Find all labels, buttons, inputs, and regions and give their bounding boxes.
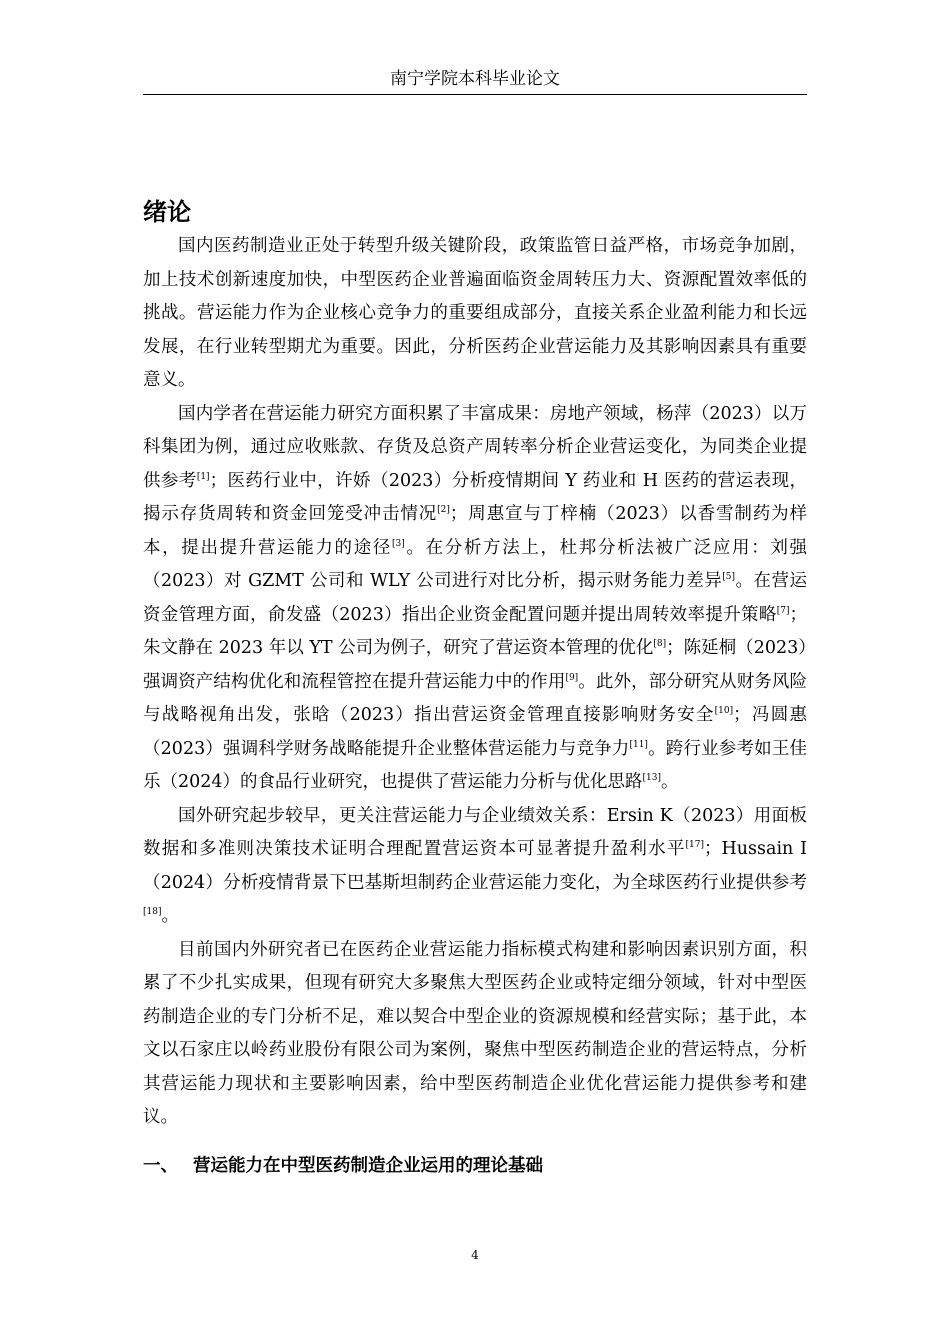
citation-ref: [18] [143,907,162,917]
citation-ref: [1] [196,471,210,482]
paragraph-3 [143,800,807,934]
text-segment: ；陈延桐（2023）强调资产结构优化和流程管控在提升营运能力中的作用 [143,638,807,692]
citation-ref: [8] [653,639,667,649]
text-segment: 。 [661,772,679,792]
text-segment: ；医药行业中，许娇（2023）分析疫情期间 Y 药业和 H 医药的营运表现，揭示存货周转和资金回笼受冲击情况 [143,470,808,524]
text-segment: ；周惠宣与丁梓楠（2023）以香雪制药为样本，提出提升营运能力的途径 [143,504,808,558]
paragraph-1 [143,230,807,398]
citation-ref: [3] [392,538,405,549]
header-rule [143,94,807,95]
text-segment: 目前国内外研究者已在医药企业营运能力指标模式构建和影响因素识别方面，积累了不少扎实成果，但现有研究大多聚焦大型医药企业或特定细分领域，针对中型医药制造企业的专门分析不足，难以契合中型企业的资源规模和经营实际；基于此，本文以石家庄以岭药业股份有限公司为案例，聚焦中型医药制造企业的营运特点，分析其营运能力现状和主要影响因素，给中型医药制造企业优化营运能力提供参考和建议。 [143,939,807,1127]
text-segment: 。 [161,906,179,926]
citation-ref: [7] [776,605,790,616]
paragraph-2 [143,398,807,800]
text-segment: 国内医药制造业正处于转型升级关键阶段，政策监管日益严格，市场竞争加剧，加上技术创新速度加快，中型医药企业普遍面临资金周转压力大、资源配置效率低的挑战。营运能力作为企业核心竞争力的重要组成部分，直接关系企业盈利能力和长远发展，在行业转型期尤为重要。因此，分析医药企业营运能力及其影响因素具有重要意义。 [143,236,807,390]
text-segment: 国内学者在营运能力研究方面积累了丰富成果：房地产领域，杨萍（2023）以万科集团为例，通过应收账款、存货及总资产周转率分析企业营运变化，为同类企业提供参考 [143,403,807,491]
citation-ref: [10] [714,706,734,716]
page-number: 4 [471,1248,479,1262]
body-text [143,230,807,1135]
citation-ref: [17] [685,840,705,850]
text-segment: ；Hussain I（2024）分析疫情背景下巴基斯坦制药企业营运能力变化，为全球医药行业提供参考 [143,839,807,893]
running-header: 南宁学院本科毕业论文 [390,69,560,89]
chapter-number: 一、 [143,1156,178,1176]
chapter-title: 营运能力在中型医药制造企业运用的理论基础 [193,1156,543,1176]
text-segment: 。跨行业参考如王佳乐（2024）的食品行业研究，也提供了营运能力分析与优化思路 [143,738,807,792]
text-segment: ；冯圆惠（2023）强调科学财务战略能提升企业整体营运能力与竞争力 [143,705,807,759]
text-segment: 。在分析方法上，杜邦分析法被广泛应用：刘强（2023）对 GZMT 公司和 WLY 公司进行对比分析，揭示财务能力差异 [143,537,808,591]
citation-ref: [9] [565,672,579,683]
citation-ref: [11] [629,739,648,750]
text-segment: 国外研究起步较早，更关注营运能力与企业绩效关系：Ersin K（2023）用面板数据和多准则决策技术证明合理配置营运资本可显著提升盈利水平 [143,805,807,859]
text-segment: 。此外，部分研究从财务风险与战略视角出发，张晗（2023）指出营运资金管理直接影响财务安全 [143,671,808,725]
citation-ref: [13] [642,773,662,783]
text-segment: ；朱文静在 2023 年以 YT 公司为例子，研究了营运资本管理的优化 [143,604,807,658]
text-segment: 。在营运资金管理方面，俞发盛（2023）指出企业资金配置问题并提出周转效率提升策略 [143,571,808,625]
section-title: 绪论 [143,198,191,226]
chapter-heading [143,1151,543,1181]
paragraph-4 [143,934,807,1135]
citation-ref: [2] [437,505,450,515]
citation-ref: [5] [722,572,735,582]
